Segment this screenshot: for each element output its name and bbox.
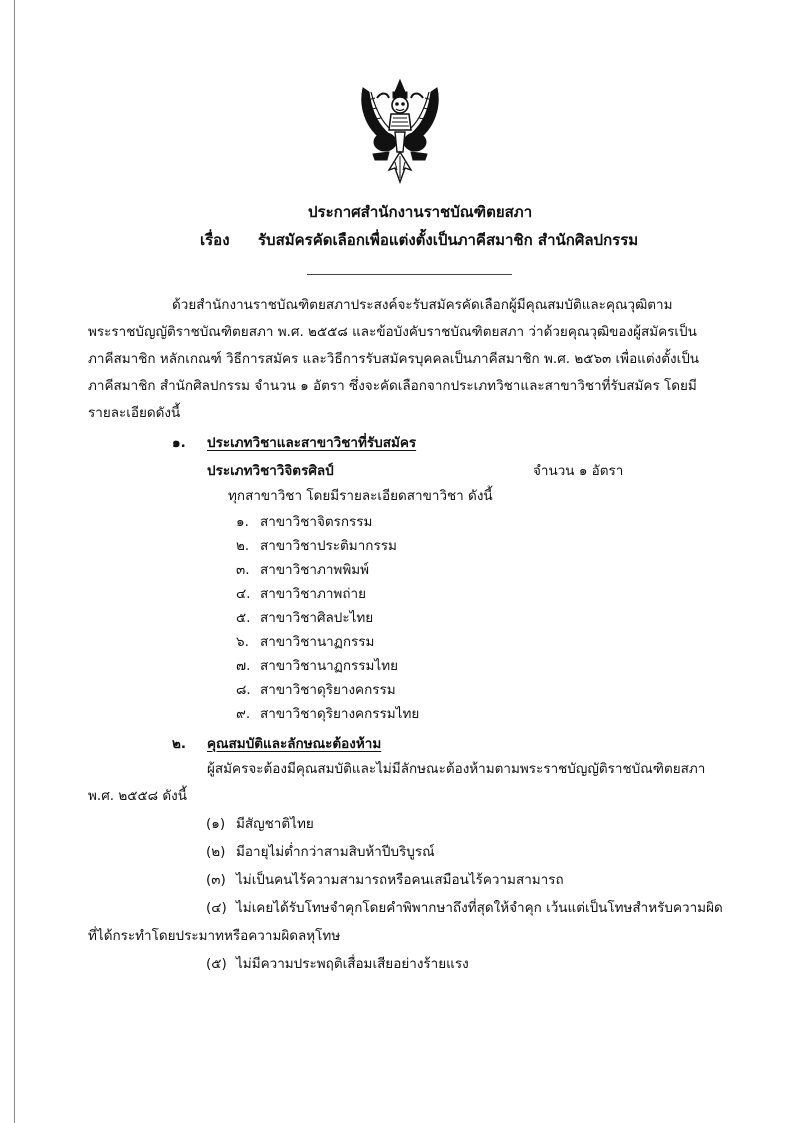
intro-line: รายละเอียดดังนี้ <box>88 405 181 421</box>
branch-name: สาขาวิชาศิลปะไทย <box>260 610 374 626</box>
section2-number: ๒. <box>172 736 187 752</box>
intro-line: ภาคีสมาชิก หลักเกณฑ์ วิธีการสมัคร และวิธีการรับสมัครบุคคลเป็นภาคีสมาชิก พ.ศ. ๒๕๖๓ เพื่อแต่งตั้งเป็น <box>88 351 700 367</box>
intro-line: พระราชบัญญัติราชบัณฑิตยสภา พ.ศ. ๒๕๕๘ และข้อบังคับราชบัณฑิตยสภา ว่าด้วยคุณวุฒิของผู้สมัครเป็น <box>88 324 697 340</box>
branch-number: ๖. <box>236 634 249 650</box>
section1-number: ๑. <box>172 435 186 451</box>
branch-number: ๗. <box>236 658 251 674</box>
qualification-number: (๑) <box>206 816 226 832</box>
branch-number: ๔. <box>236 586 251 602</box>
title-divider <box>307 274 512 275</box>
qualification-text: มีอายุไม่ต่ำกว่าสามสิบห้าปีบริบูรณ์ <box>236 844 435 860</box>
branch-name: สาขาวิชาประติมากรรม <box>260 538 397 554</box>
branch-name: สาขาวิชาดุริยางคกรรมไทย <box>260 706 420 722</box>
qualification-number: (๕) <box>206 956 227 972</box>
section2-intro: ผู้สมัครจะต้องมีคุณสมบัติและไม่มีลักษณะต้องห้ามตามพระราชบัญญัติราชบัณฑิตยสภา <box>207 761 706 777</box>
section2-intro-cont: พ.ศ. ๒๕๕๘ ดังนี้ <box>88 788 187 804</box>
qualification-text: ไม่มีความประพฤติเสื่อมเสียอย่างร้ายแรง <box>236 956 469 972</box>
scan-edge-line <box>14 0 15 1123</box>
document-title: ประกาศสำนักงานราชบัณฑิตยสภา <box>308 203 533 221</box>
garuda-emblem-icon <box>355 78 445 186</box>
category-name: ประเภทวิชาวิจิตรศิลป์ <box>207 463 334 479</box>
qualification-text: มีสัญชาติไทย <box>236 816 314 832</box>
branch-name: สาขาวิชาดุริยางคกรรม <box>260 682 396 698</box>
qualification-text: ไม่เป็นคนไร้ความสามารถหรือคนเสมือนไร้ความสามารถ <box>236 872 564 888</box>
qualification-number: (๒) <box>206 844 226 860</box>
qualification-number: (๔) <box>206 900 227 916</box>
qualification-number: (๓) <box>206 872 226 888</box>
branch-name: สาขาวิชาภาพถ่าย <box>260 586 366 602</box>
section2-heading: คุณสมบัติและลักษณะต้องห้าม <box>207 736 382 752</box>
branch-number: ๑. <box>236 514 249 530</box>
intro-line: ภาคีสมาชิก สำนักศิลปกรรม จำนวน ๑ อัตรา ซึ่งจะคัดเลือกจากประเภทวิชาและสาขาวิชาที่รับสมัคร โดยมี <box>88 378 697 394</box>
branch-name: สาขาวิชาภาพพิมพ์ <box>260 562 370 578</box>
category-description: ทุกสาขาวิชา โดยมีรายละเอียดสาขาวิชา ดังนี้ <box>228 488 493 504</box>
subject-label: เรื่อง <box>200 231 230 249</box>
document-subject: รับสมัครคัดเลือกเพื่อแต่งตั้งเป็นภาคีสมาชิก สำนักศิลปกรรม <box>258 231 639 249</box>
qualification-text: ไม่เคยได้รับโทษจำคุกโดยคำพิพากษาถึงที่สุดให้จำคุก เว้นแต่เป็นโทษสำหรับความผิด <box>236 900 723 916</box>
category-quota: จำนวน ๑ อัตรา <box>533 463 624 479</box>
section1-heading: ประเภทวิชาและสาขาวิชาที่รับสมัคร <box>207 435 417 451</box>
qualification-text-cont: ที่ได้กระทำโดยประมาทหรือความผิดลหุโทษ <box>88 928 341 944</box>
branch-number: ๘. <box>236 682 251 698</box>
branch-name: สาขาวิชานาฏกรรมไทย <box>260 658 398 674</box>
intro-line: ด้วยสำนักงานราชบัณฑิตยสภาประสงค์จะรับสมัครคัดเลือกผู้มีคุณสมบัติและคุณวุฒิตาม <box>172 297 673 313</box>
branch-name: สาขาวิชานาฏกรรม <box>260 634 375 650</box>
branch-number: ๙. <box>236 706 251 722</box>
branch-number: ๓. <box>236 562 250 578</box>
branch-number: ๕. <box>236 610 251 626</box>
branch-name: สาขาวิชาจิตรกรรม <box>260 514 373 530</box>
branch-number: ๒. <box>236 538 250 554</box>
